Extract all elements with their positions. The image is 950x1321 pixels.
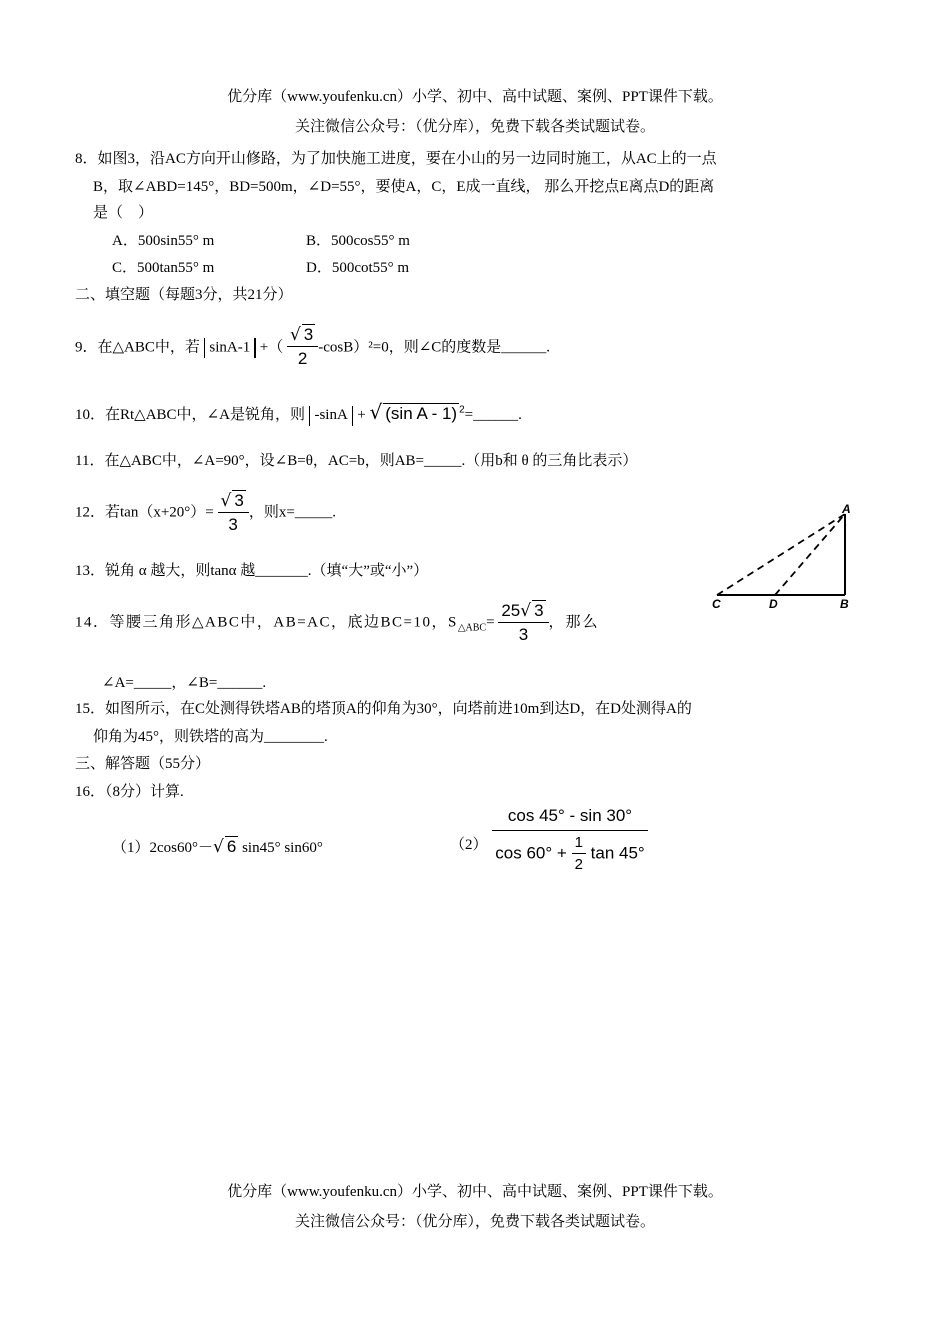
- section-2-title: 二、填空题（每题3分，共21分）: [75, 287, 293, 303]
- q10-root: (sin A - 1): [385, 404, 458, 423]
- q12-frac-den: 3: [228, 515, 238, 535]
- q9-prefix: 9．在△ABC中，若: [75, 339, 200, 356]
- footer-line-2: 关注微信公众号：（优分库），免费下载各类试题试卷。: [294, 1214, 655, 1230]
- q9-frac-num: 3: [303, 325, 314, 344]
- tower-figure: [700, 500, 860, 615]
- q14: 14．等腰三角形△ABC中，AB=AC，底边BC=10，$S_{\triangle ABC}=$ $\frac{25√ 3}{3}$ ，那么: [75, 601, 600, 645]
- q16-p1-prefix: （1）2cos60°－: [112, 840, 213, 856]
- q14-prefix: 14．等腰三角形△ABC中，AB=AC，底边BC=10，S: [75, 614, 458, 631]
- figure-label-c: C: [712, 597, 721, 611]
- q9-suffix: -cosB）²=0，则∠C的度数是______.: [318, 339, 551, 356]
- header-line-2: 关注微信公众号：（优分库），免费下载各类试题试卷。: [294, 119, 655, 135]
- q8-line-1: 8．如图3，沿AC方向开山修路，为了加快施工进度，要在小山的另一边同时施工，从AC上的一点: [75, 151, 717, 167]
- q14-suffix: ，那么: [548, 614, 600, 631]
- q16-part-1: （1）2cos60°－√ 6 sin45° sin60°: [112, 837, 323, 857]
- q12-suffix: ，则x=_____.: [248, 504, 337, 521]
- q15-line-2: 仰角为45°，则铁塔的高为________.: [93, 729, 328, 745]
- q15-line-1: 15．如图所示，在C处测得铁塔AB的塔顶A的仰角为30°，向塔前进10m到达D，在D处测得A的: [75, 701, 692, 717]
- q14-eq: =: [486, 614, 495, 631]
- q14-frac-num-b: 3: [534, 601, 544, 620]
- q14-sub: △ABC: [457, 622, 487, 634]
- figure-label-a: A: [842, 502, 851, 516]
- q12-frac-num: 3: [234, 491, 244, 510]
- q8-option-c: C．500tan55° m: [112, 260, 215, 276]
- figure-line-ca: [717, 514, 845, 595]
- q11: 11．在△ABC中，∠A=90°，设∠B=θ，AC=b，则AB=_____.（用b和 θ 的三角比表示）: [75, 453, 638, 469]
- footer-line-1: 优分库（www.youfenku.cn）小学、初中、高中试题、案例、PPT课件下载。: [227, 1184, 723, 1200]
- header-line-1: 优分库（www.youfenku.cn）小学、初中、高中试题、案例、PPT课件下载。: [227, 89, 723, 105]
- q10-sup: 2: [459, 404, 465, 416]
- section-3-title: 三、解答题（55分）: [75, 756, 211, 772]
- q16-p2-num: cos 45° - sin 30°: [492, 806, 648, 831]
- q10-plus: +: [357, 407, 366, 423]
- q8-line-3: 是（ ）: [93, 205, 154, 221]
- q14-frac-den: 3: [518, 625, 529, 645]
- q16-part-2: [492, 806, 648, 874]
- q16-p2-den-b: tan 45°: [590, 843, 645, 863]
- q9-abs: sinA-1: [209, 339, 251, 356]
- q9-mid: +（: [259, 339, 284, 356]
- figure-label-d: D: [769, 597, 778, 611]
- q16-title: 16．（8分）计算.: [75, 784, 184, 800]
- figure-line-da: [775, 514, 845, 595]
- q16-p2-den-a: cos 60° +: [495, 843, 567, 863]
- q14-line-2: ∠A=_____，∠B=______.: [102, 675, 267, 691]
- q16-p1-suffix: sin45° sin60°: [242, 840, 323, 856]
- q16-p2-den-frac-den: 2: [574, 856, 583, 874]
- q12-prefix: 12．若tan（x+20°）=: [75, 504, 214, 521]
- q14-frac-num-a: 25: [501, 601, 521, 620]
- figure-label-b: B: [840, 597, 849, 611]
- q16-p1-root: 6: [226, 837, 237, 856]
- q10-abs: -sinA: [314, 407, 348, 423]
- q10: 10．在Rt△ABC中，∠A是锐角，则 -sinA + √ (sin A - 1) $^2$=______.: [75, 400, 522, 424]
- q10-suffix: =______.: [464, 407, 522, 423]
- q8-option-d: D．500cot55° m: [306, 260, 410, 276]
- q16-p2-den-frac-num: 1: [572, 834, 586, 854]
- q8-option-b: B．500cos55° m: [306, 233, 410, 249]
- q16-p2-label: （2）: [450, 837, 488, 853]
- q9-frac-den: 2: [297, 349, 308, 369]
- q10-prefix: 10．在Rt△ABC中，∠A是锐角，则: [75, 407, 305, 423]
- q8-line-2: B，取∠ABD=145°，BD=500m，∠D=55°，要使A，C，E成一直线， 那么开挖点E离点D的距离: [93, 179, 715, 195]
- q12: 12．若tan（x+20°）= $\frac{√ 3}{3}$ ，则x=_____.: [75, 491, 337, 535]
- q8-option-a: A．500sin55° m: [112, 233, 215, 249]
- q9: 9．在△ABC中，若 sinA-1 +（ $\frac{√ 3}{2}$ -cosB）²=0，则∠C的度数是______.: [75, 325, 551, 369]
- q13: 13．锐角 α 越大，则tanα 越_______.（填“大”或“小”）: [75, 563, 429, 579]
